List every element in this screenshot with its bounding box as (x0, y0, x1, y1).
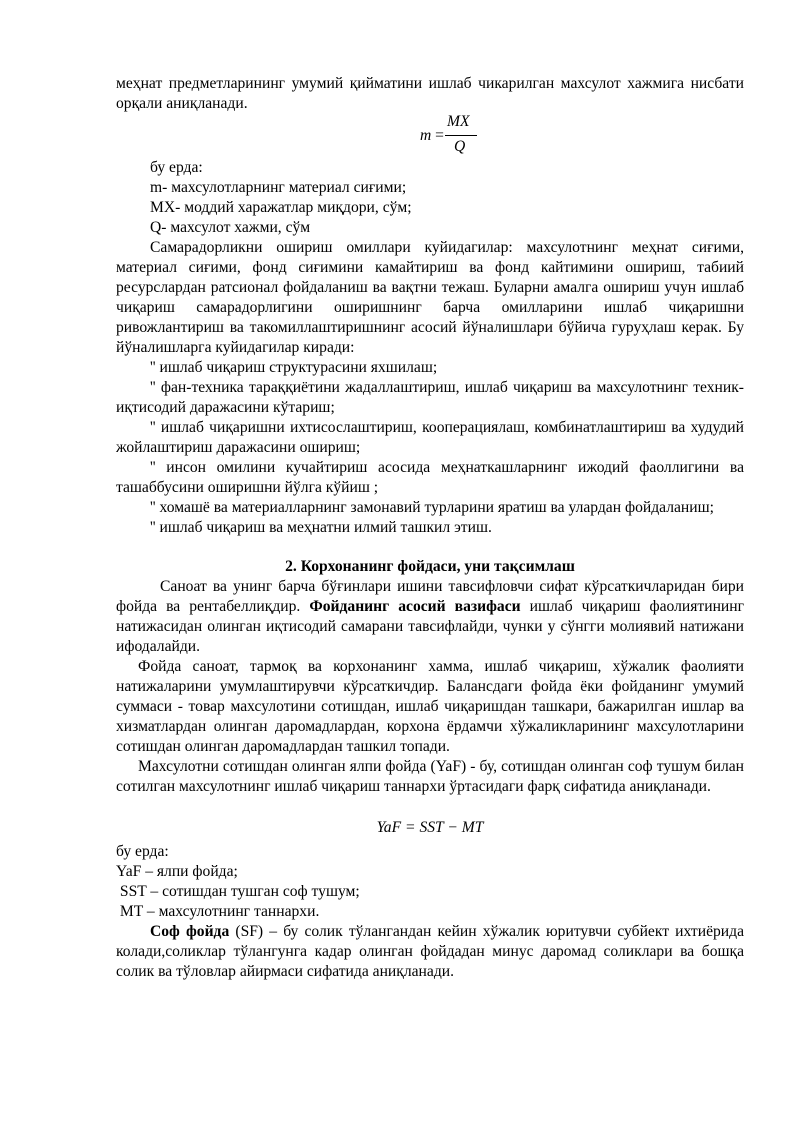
list-item: '' фан-техника тараққиётини жадаллаштириш, ишлаб чиқариш ва махсулотнинг техник-иқтисодий даражасини кўтариш; (116, 379, 744, 416)
formula-equals: = (435, 127, 444, 144)
paragraph-profit-definition: Саноат ва унинг барча бўғинлари ишини тавсифловчи сифат кўрсаткичларидан бири фойда ва рентабеллиқдир. Фойданинг асосий вазифаси ишлаб чиқариш фаолиятининг натижасидан олинган иқтисодий самарани тавсифлайди, чунки у сўнгги молиявий натижани ифодалайди. (116, 578, 744, 655)
bold-term: Фойданинг асосий вазифаси (309, 598, 521, 615)
definition-mx: МХ- моддий харажатлар миқдори, сўм; (150, 199, 412, 216)
paragraph-net-profit: Соф фойда (SF) – бу солик тўлангандан кейин хўжалик юритувчи субйект ихтиёрида колади,соликлар тўлангунга кадар олинган фойдадан минус даромад соликлари ва бошқа солик ва тўловлар айирмаси сифатида аниқланади. (116, 923, 744, 980)
formula-numerator: MX (447, 113, 470, 130)
list-item: '' инсон омилини кучайтириш асосида меҳнаткашларнинг ижодий фаоллигини ва ташаббусини оширишни йўлга кўйиш ; (116, 459, 744, 496)
list-item: '' ишлаб чиқаришни ихтисослаштириш, кооперациялаш, комбинатлаштириш ва худудий жойлаштириш даражасини ошириш; (116, 419, 744, 456)
where-label-2: бу ерда: (116, 843, 169, 860)
definition-q: Q- махсулот хажми, сўм (150, 219, 311, 236)
where-label: бу ерда: (150, 159, 203, 176)
section-heading: 2. Корхонанинг фойдаси, уни тақсимлаш (285, 558, 575, 575)
definition-mt: MT – махсулотнинг таннархи. (116, 903, 320, 920)
fraction-bar (445, 135, 477, 136)
formula-gross-profit: YaF = SST − MT (376, 819, 484, 836)
definition-yaf: YaF – ялпи фойда; (116, 863, 238, 880)
document-body (116, 74, 744, 982)
paragraph-gross-profit: Махсулотни сотишдан олинган ялпи фойда (YaF) - бу, сотишдан олинган соф тушум билан сотилган махсулотнинг ишлаб чиқариш таннархи ўртасидаги фарқ сифатида аниқланади. (116, 758, 744, 795)
paragraph-intro: меҳнат предметларининг умумий қийматини ишлаб чикарилган махсулот хажмига нисбати орқали аниқланади. (116, 75, 744, 112)
formula-denominator: Q (454, 138, 466, 155)
formula-material-intensity (116, 114, 744, 158)
list-item: '' хомашё ва материалларнинг замонавий турларини яратиш ва улардан фойдаланиш; (150, 499, 714, 516)
paragraph-efficiency-factors: Самарадорликни ошириш омиллари куйидагилар: махсулотнинг меҳнат сиғими, материал сиғими, фонд сиғимини камайтириш ва фонд кайтимини ошириш, табиий ресурслардан ратсионал фойдаланиш ва вақтни тежаш. Буларни амалга ошириш учун ишлаб чиқариш самарадорлигини оширишнинг барча омилларини ишлаб чиқаришни ривожлантириш ва такомиллаштиришнинг асосий йўналишлари бўйича гуруҳлаш керак. Бу йўналишларга куйидагилар киради: (116, 239, 744, 356)
definition-m: m- махсулотларнинг материал сиғими; (150, 179, 407, 196)
formula-lhs: m (420, 127, 432, 144)
bold-term-net-profit: Соф фойда (150, 923, 230, 940)
list-item: '' ишлаб чиқариш структурасини яхшилаш; (150, 359, 438, 376)
list-item: '' ишлаб чиқариш ва меҳнатни илмий ташкил этиш. (150, 519, 492, 536)
definition-sst: SST – сотишдан тушган соф тушум; (116, 883, 360, 900)
paragraph-profit-composition: Фойда саноат, тармоқ ва корхонанинг хамма, ишлаб чиқариш, хўжалик фаолияти натижаларини умумлаштирувчи кўрсаткичдир. Балансдаги фойда ёки фойданинг умумий суммаси - товар махсулотини сотишдан, ишлаб чиқаришдан ташкари, бажарилган ишлар ва хизматлардан олинган даромадлардан, корхона ёрдамчи хўжаликларининг махсулотларини сотишдан олинган даромадлардан ташкил топади. (116, 658, 744, 755)
